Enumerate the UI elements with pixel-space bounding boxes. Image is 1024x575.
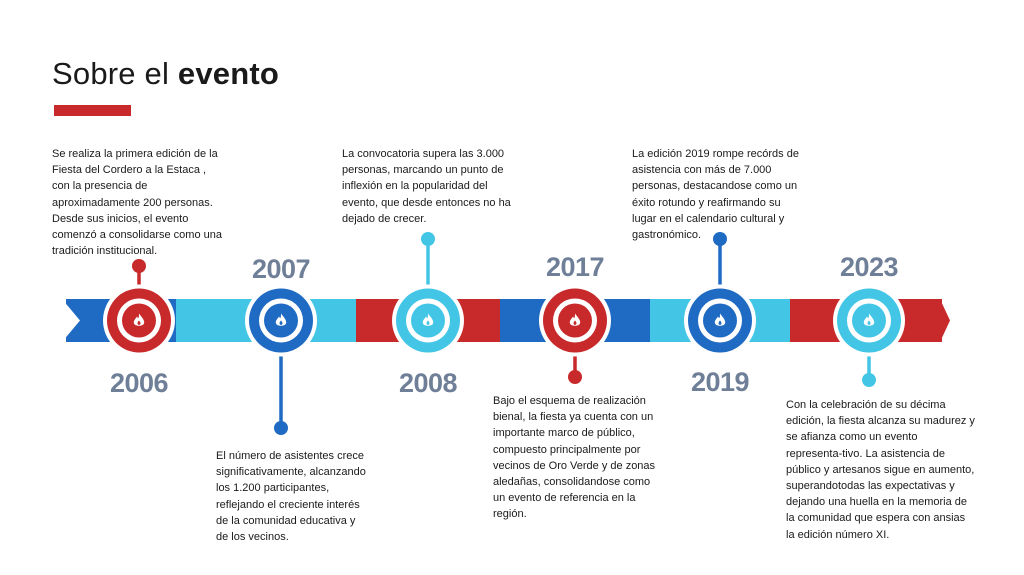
milestone-text-2023: Con la celebración de su décima edición, la fiesta alcanza su madurez y se afianza como un evento representa-tivo. La asistencia de público y artesanos sigue en aumento, superandotodas las expectativas y dejando una huella en la memoria de la comunidad que espera con ansias la edición número XI. xyxy=(786,399,975,541)
connector-dot xyxy=(862,373,876,387)
year-label-2023: 2023 xyxy=(839,252,899,282)
milestone-text-2017: Bajo el esquema de realización bienal, la fiesta ya cuenta con un importante marco de público, compuesto principalmente por vecinos de Oro Verde y de zonas aledañas, consolidandose como un evento de referencia en la región. xyxy=(493,395,656,521)
milestone-text-2006: Se realiza la primera edición de la Fiesta del Cordero a la Estaca , con la presencia de aproximadamente 200 personas. Desde sus inicios, el evento comenzó a consolidarse como una tradición institucional. xyxy=(52,148,222,258)
title-bold: evento xyxy=(177,56,280,91)
year-label-2017: 2017 xyxy=(545,252,605,282)
milestone-text-2007: El número de asistentes crece significativamente, alcanzando los 1.200 participantes, reflejando el creciente interés de la comunidad educativa y de los vecinos. xyxy=(216,450,366,544)
connector-dot xyxy=(132,259,146,273)
connector-dot xyxy=(274,421,288,435)
year-label-2007: 2007 xyxy=(251,254,311,284)
connector-dot xyxy=(568,370,582,384)
year-label-2019: 2019 xyxy=(690,367,750,397)
year-label-2006: 2006 xyxy=(109,368,169,398)
milestone-text-2019: La edición 2019 rompe recórds de asistencia con más de 7.000 personas, destacandose como un éxito rotundo y reafirmando su lugar en el calendario cultural y gastronómico. xyxy=(632,148,799,242)
title-regular: Sobre el xyxy=(52,56,170,91)
ribbon-arrow-tip xyxy=(940,299,950,342)
connector-dot xyxy=(421,232,435,246)
milestone-text-2008: La convocatoria supera las 3.000 personas, marcando un punto de inflexión en la popularidad del evento, que desde entonces no ha dejado de crecer. xyxy=(342,148,511,225)
year-label-2008: 2008 xyxy=(398,368,458,398)
